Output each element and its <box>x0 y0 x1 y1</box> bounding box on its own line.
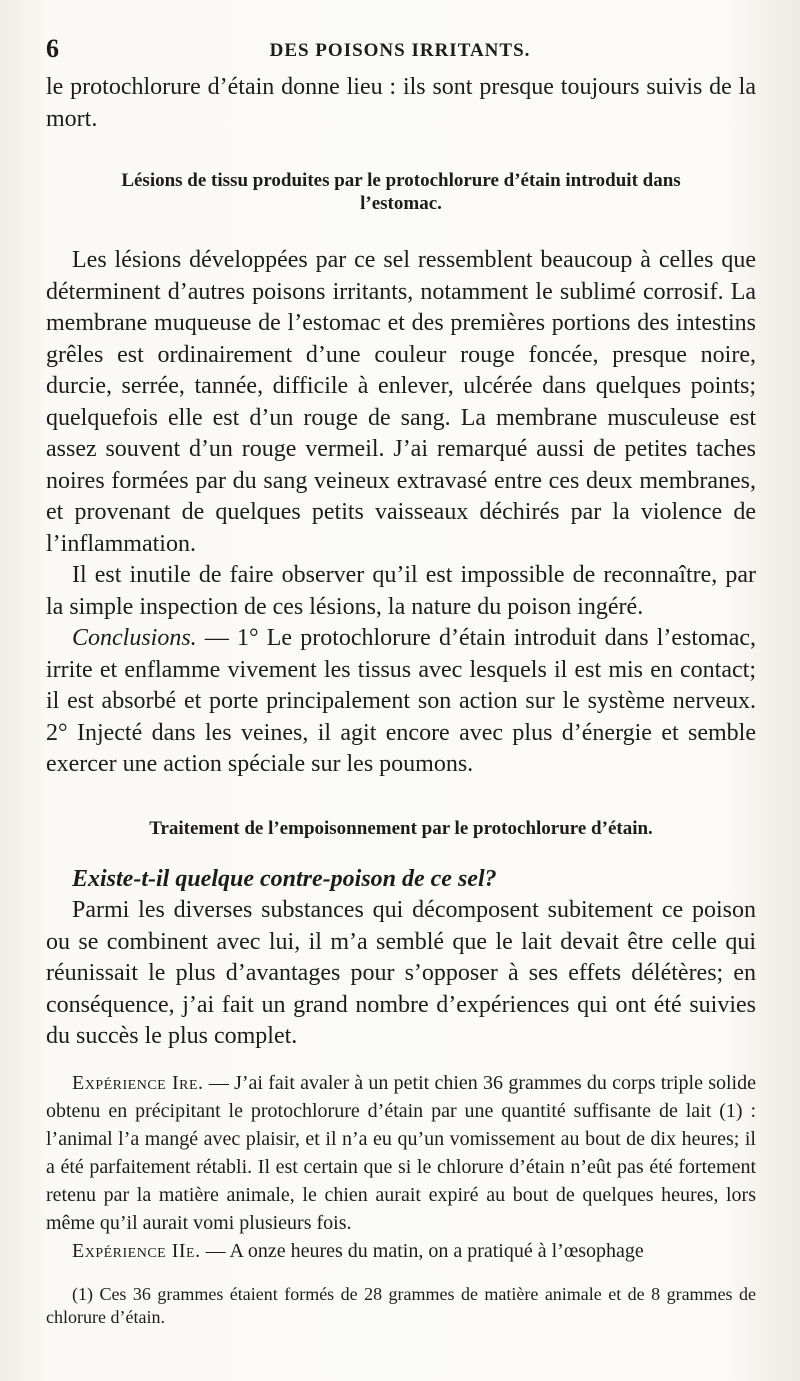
intro-continuation: le protochlorure d’étain donne lieu : ils sont presque toujours suivis de la mort. <box>46 74 756 132</box>
footnote: (1) Ces 36 grammes étaient formés de 28 grammes de matière animale et de 8 grammes de chlorure d’étain. <box>46 1283 756 1327</box>
experience-2-label: Expérience IIe. <box>72 1239 201 1262</box>
paragraph-conclusions <box>46 623 756 781</box>
running-title: DES POISONS IRRITANTS. <box>269 40 531 61</box>
page-header <box>40 34 760 68</box>
conclusions-label: Conclusions. <box>72 625 197 651</box>
experience-2-text: — A onze heures du matin, on a pratiqué à l’œsophage <box>200 1239 644 1262</box>
experience-1-text: — J’ai fait avaler à un petit chien 36 grammes du corps triple solide obtenu en précipitant le protochlorure d’étain par une quantité suffisante de lait (1) : l’animal l’a mangé avec plaisir, et il n’a eu qu’un vomissement au bout de dix heures; il a été parfaitement rétabli. Il est certain que si le chlorure d’étain n’eût pas été fortement retenu par la matière animale, le chien aurait expiré au bout de quelques heures, lors même qu’il aurait vomi plusieurs fois. <box>46 1071 756 1234</box>
page-number: 6 <box>46 34 59 63</box>
antidote-question: Existe-t-il quelque contre-poison de ce sel? <box>72 865 497 892</box>
page-body <box>46 72 756 1329</box>
section-heading-lesions: Lésions de tissu produites par le protochlorure d’étain introduit dans l’estomac. <box>121 170 681 214</box>
experience-1 <box>46 1069 756 1237</box>
paragraph-lesions: Les lésions développées par ce sel ressemblent beaucoup à celles que déterminent d’autres poisons irritants, notamment le sublimé corrosif. La membrane muqueuse de l’estomac et des premières portions des intestins grêles est ordinairement d’une couleur rouge foncée, presque noire, durcie, serrée, tannée, difficile à enlever, ulcérée dans quelques points; quelquefois elle est d’un rouge de sang. La membrane musculeuse est assez souvent d’un rouge vermeil. J’ai remarqué aussi de petites taches noires formées par du sang veineux extravasé entre ces deux membranes, et provenant de quelques petits vaisseaux déchirés par la violence de l’inflammation. <box>46 247 756 557</box>
paragraph-inspection: Il est inutile de faire observer qu’il est impossible de reconnaître, par la simple inspection de ces lésions, la nature du poison ingéré. <box>46 562 756 620</box>
conclusions-text: — 1° Le protochlorure d’étain introduit dans l’estomac, irrite et enflamme vivement les tissus avec lesquels il est mis en contact; il est absorbé et porte principalement son action sur le système nerveux. 2° Injecté dans les veines, il agit encore avec plus d’énergie et semble exercer une action spéciale sur les poumons. <box>46 625 756 777</box>
section-heading-treatment: Traitement de l’empoisonnement par le protochlorure d’étain. <box>149 817 653 839</box>
paragraph-milk: Parmi les diverses substances qui décomposent subitement ce poison ou se combinent avec lui, il m’a semblé que le lait devait être celle qui réunissait le plus d’avantages pour s’opposer à ses effets délétères; en conséquence, j’ai fait un grand nombre d’expériences qui ont été suivies du succès le plus complet. <box>46 897 756 1049</box>
experience-1-label: Expérience Ire. <box>72 1071 204 1094</box>
experience-2 <box>46 1237 756 1265</box>
